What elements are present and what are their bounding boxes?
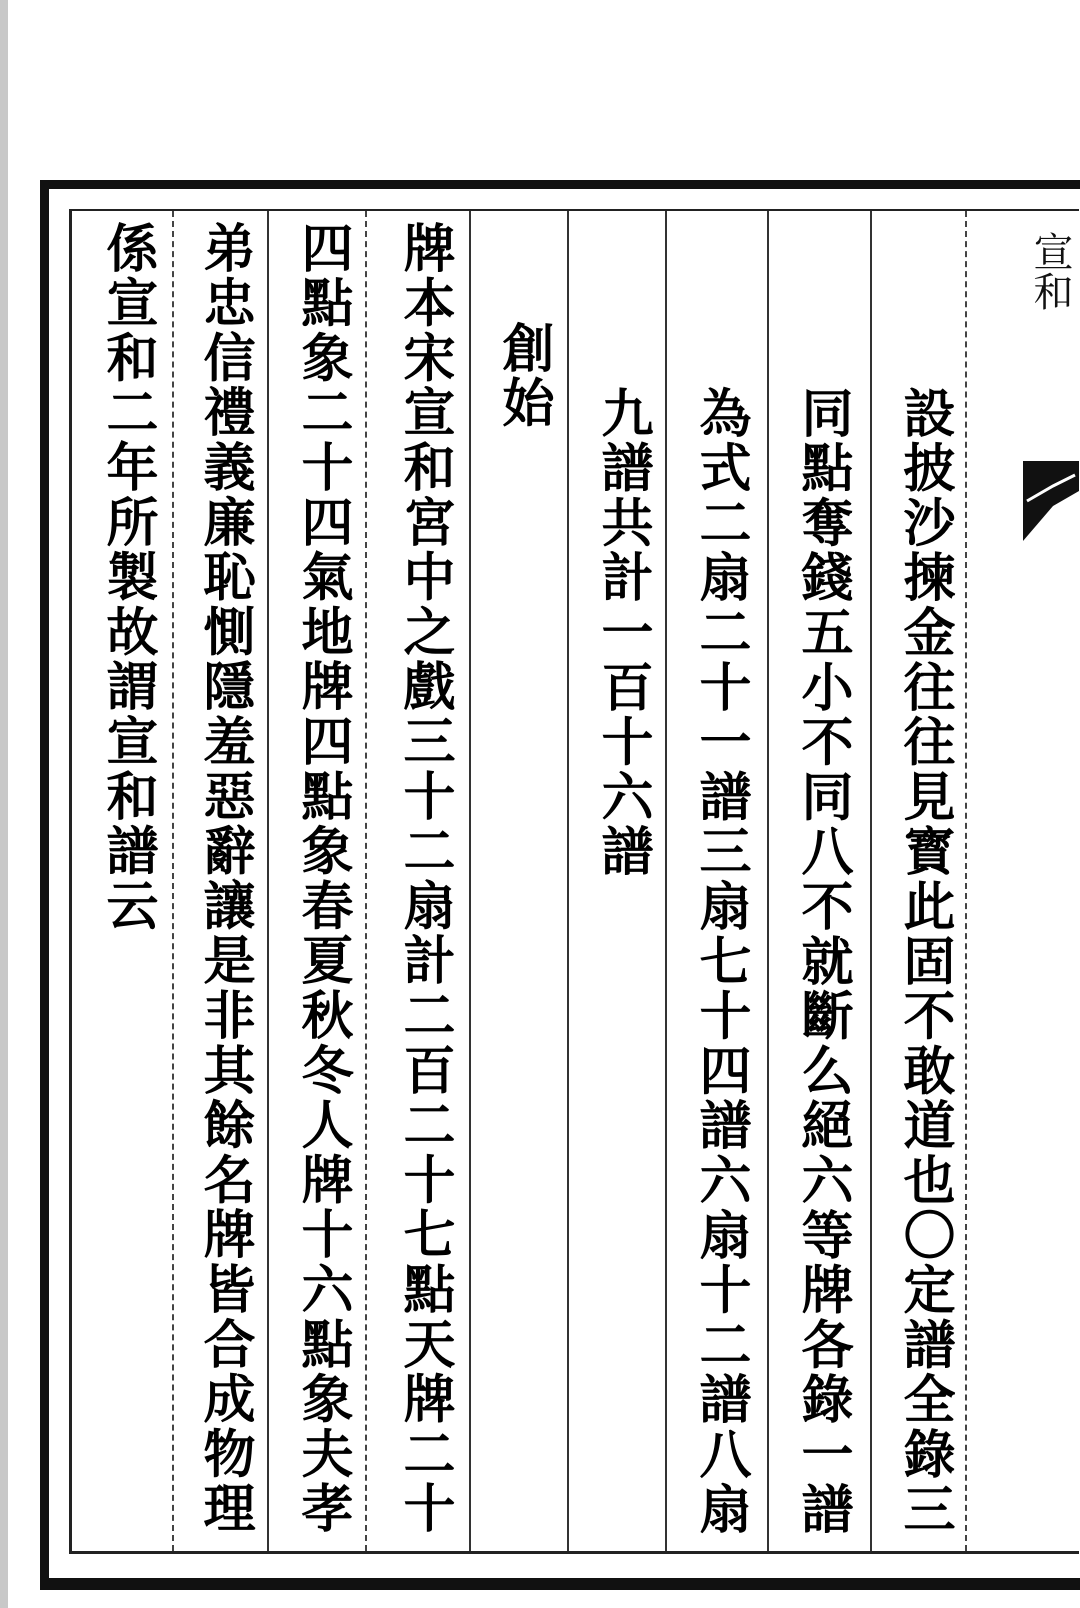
scan-left-edge: [0, 0, 8, 1608]
column-6-text: 牌本宋宣和宮中之戲三十二扇計二百二十七點天牌二十: [394, 221, 455, 1537]
column-divider: [767, 211, 769, 1551]
column-4-text: 九譜共計一百十六譜: [592, 386, 653, 880]
text-frame: [69, 209, 1079, 1554]
column-divider: [469, 211, 471, 1551]
column-divider: [665, 211, 667, 1551]
column-divider: [870, 211, 872, 1551]
text-column-8: [184, 221, 264, 1536]
section-heading: 創始: [493, 321, 554, 431]
column-3-text: 為式二扇二十一譜三扇七十四譜六扇十二譜八扇: [690, 386, 751, 1537]
text-column-1: [884, 386, 964, 1537]
column-2-text: 同點奪錢五小不同八不就斷么絕六等牌各錄一譜: [792, 386, 853, 1537]
text-column-7: [282, 221, 362, 1536]
column-divider: [365, 211, 367, 1551]
column-1-text: 設披沙揀金往往見寳此固不敢道也〇定譜全錄三: [894, 386, 955, 1537]
column-9-text: 係宣和二年所製故謂宣和譜云: [97, 221, 158, 934]
text-column-4: [582, 386, 662, 879]
column-divider: [172, 211, 174, 1551]
column-divider: [965, 211, 967, 1551]
section-heading-column: [483, 321, 563, 431]
text-column-9: [87, 221, 167, 933]
column-divider: [267, 211, 269, 1551]
margin-fragment: 宣和: [1027, 231, 1073, 311]
column-divider: [567, 211, 569, 1551]
text-column-2: [782, 386, 862, 1537]
column-8-text: 弟忠信禮義廉恥惻隱羞惡辭讓是非其餘名牌皆合成物理: [194, 221, 255, 1537]
column-7-text: 四點象二十四氣地牌四點象春夏秋冬人牌十六點象夫孝: [292, 221, 353, 1537]
text-column-6: [384, 221, 464, 1536]
book-page: [40, 180, 1080, 1590]
text-column-3: [680, 386, 760, 1537]
fishtail-mark-icon: [1023, 461, 1079, 541]
